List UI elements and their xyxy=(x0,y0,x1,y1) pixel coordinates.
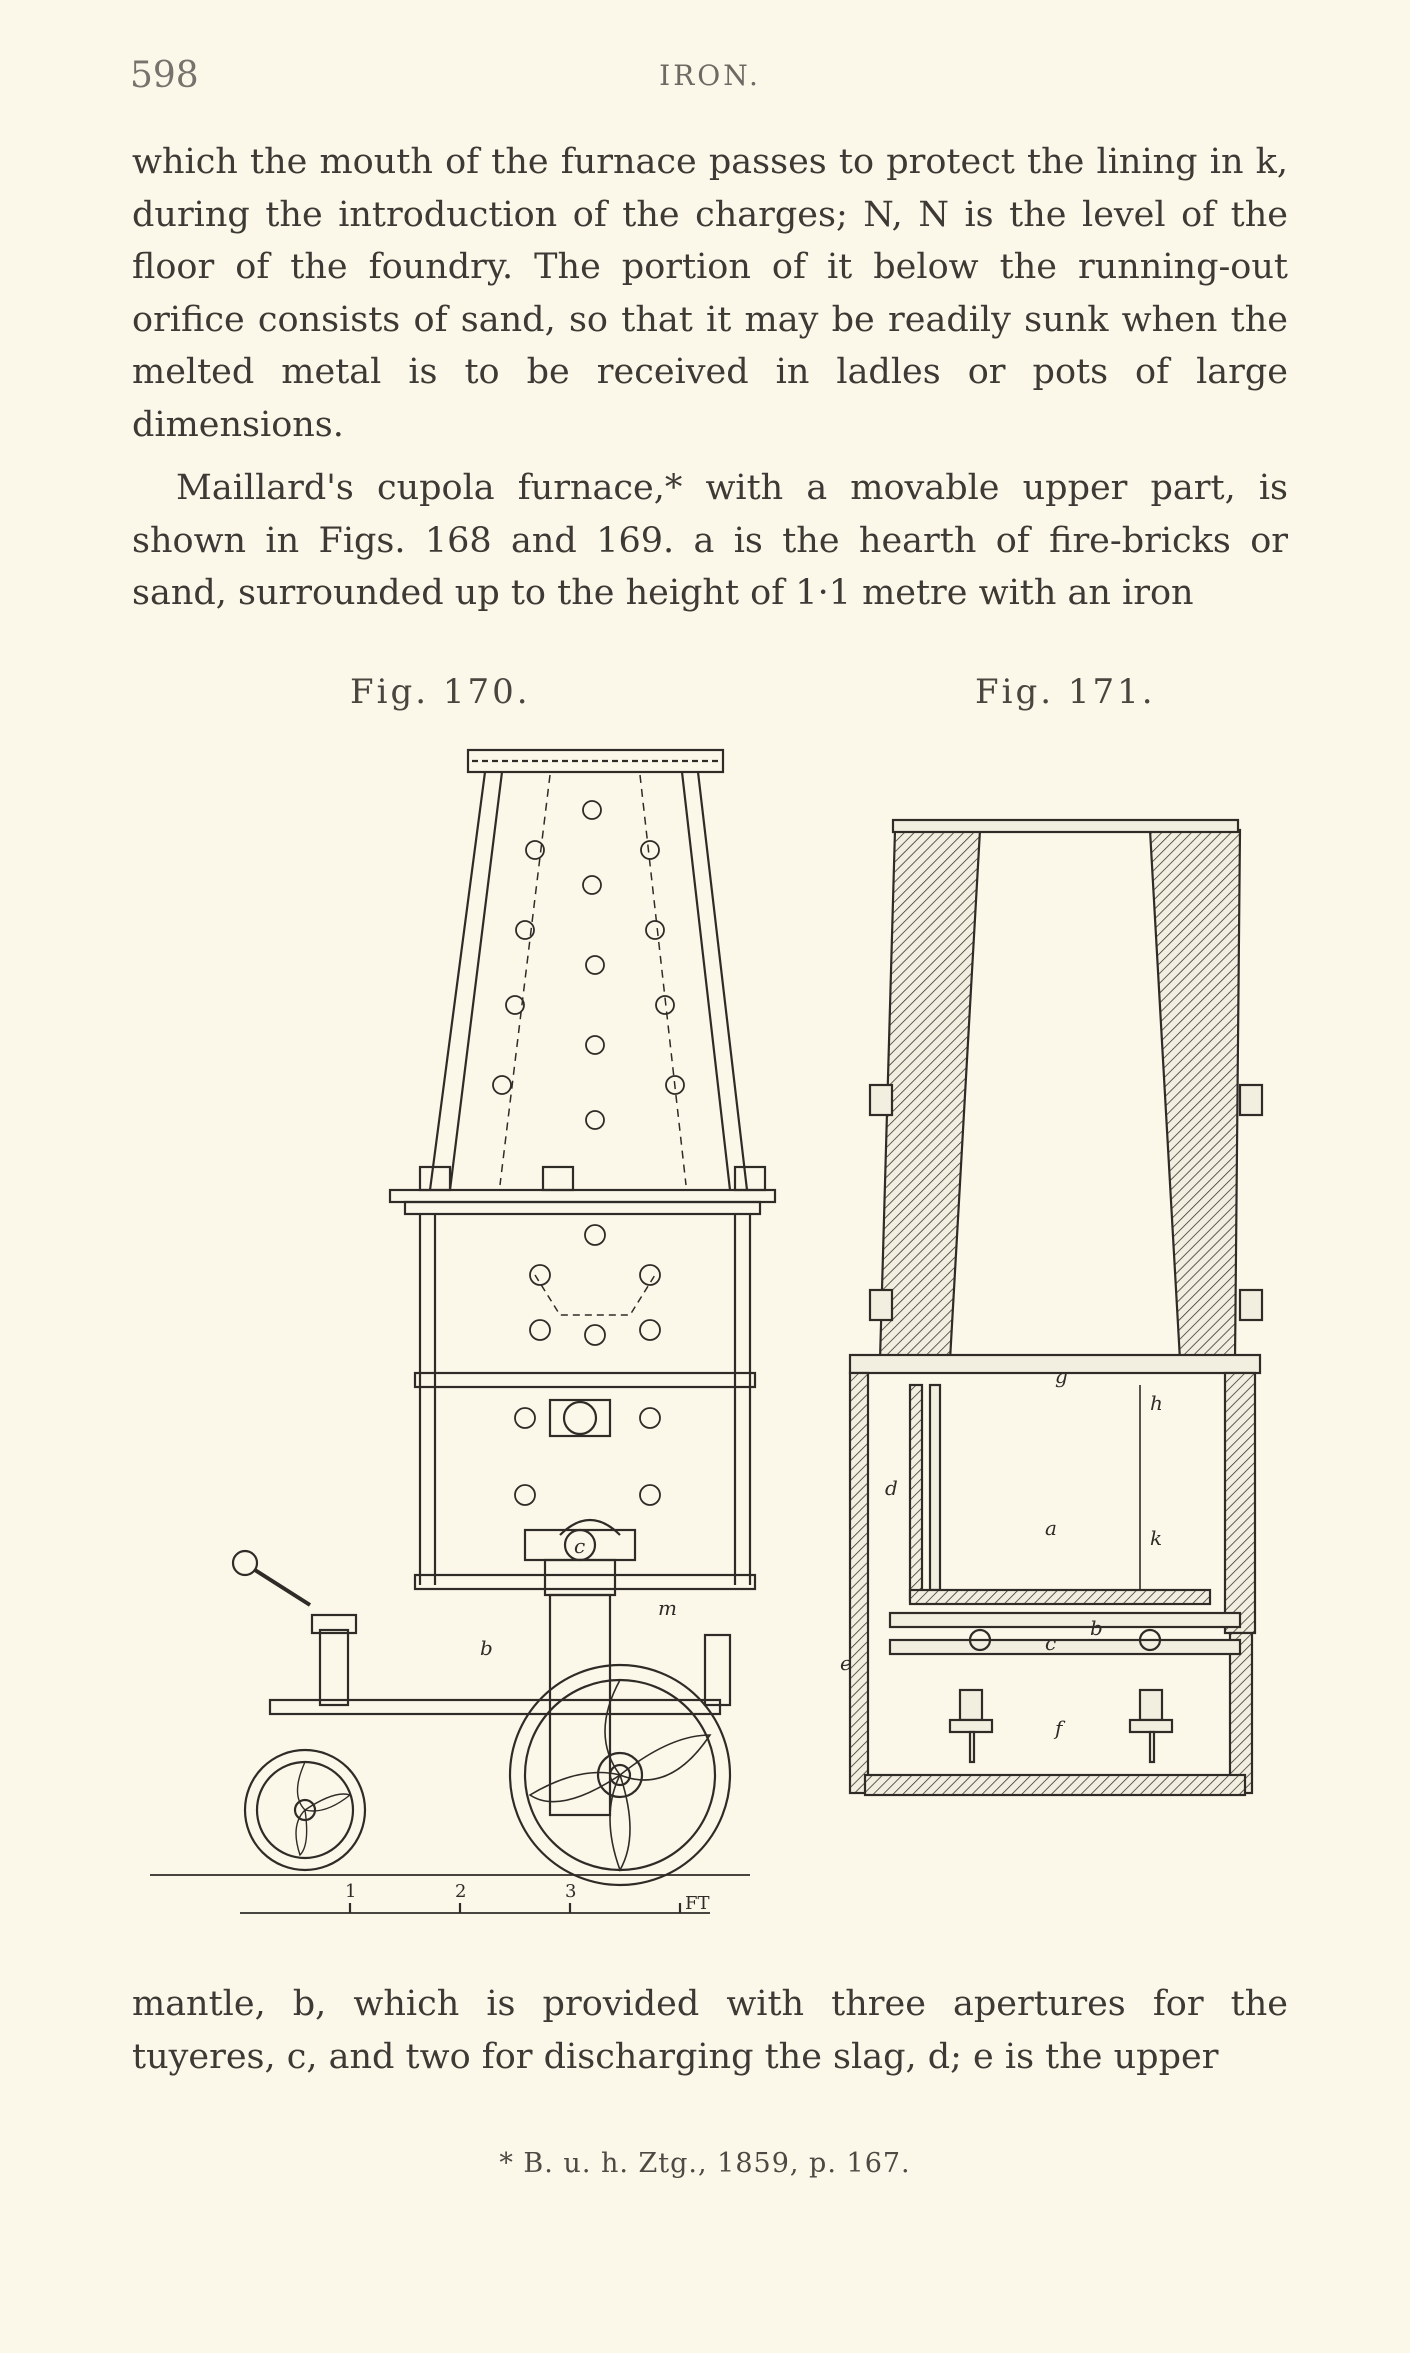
fig-170-label: Fig. 170. xyxy=(350,672,531,712)
fig171-letter-e: e xyxy=(840,1651,852,1675)
fig171-letter-h: h xyxy=(1150,1391,1163,1415)
fig170-letter-m: m xyxy=(658,1596,677,1620)
scale-tick-2: 2 xyxy=(455,1881,467,1902)
fig171-letter-c: c xyxy=(1045,1631,1057,1655)
scale-tick-3: 3 xyxy=(565,1881,577,1902)
footnote: * B. u. h. Ztg., 1859, p. 167. xyxy=(499,2148,911,2179)
fig171-letter-g: g xyxy=(1055,1364,1068,1388)
page-number: 598 xyxy=(130,55,199,96)
paragraph-2: Maillard's cupola furnace,* with a movable upper part, is shown in Figs. 168 and 169. a is the hearth of fire-bricks or sand, surrounded up to the height of 1·1 metre with an iron xyxy=(132,468,1288,613)
fig171-letter-k: k xyxy=(1150,1526,1163,1550)
paragraph-1: which the mouth of the furnace passes to protect the lining in k, during the introduction of the charges; N, N is the level of the floor of the foundry. The portion of it below the running-out orifice consists of sand, so that it may be readily sunk when the melted metal is to be received in ladles or pots of large dimensions. xyxy=(132,142,1288,445)
fig171-letter-b: b xyxy=(1090,1616,1103,1640)
running-title: IRON. xyxy=(659,59,761,92)
fig170-letter-c: c xyxy=(574,1534,586,1558)
fig-170-drawing xyxy=(150,750,775,1913)
fig171-letter-d: d xyxy=(885,1476,898,1500)
paragraph-3: mantle, b, which is provided with three apertures for the tuyeres, c, and two for discharging the slag, d; e is the upper xyxy=(132,1984,1288,2077)
page-header xyxy=(130,55,1290,105)
fig171-letter-a: a xyxy=(1045,1516,1057,1540)
fig171-letter-f: f xyxy=(1055,1716,1063,1740)
scale-tick-1: 1 xyxy=(345,1881,357,1902)
furnace-figures xyxy=(150,735,1270,1965)
fig170-letter-b: b xyxy=(480,1636,493,1660)
scale-unit: FT xyxy=(685,1893,710,1914)
fig-171-label: Fig. 171. xyxy=(975,672,1156,712)
